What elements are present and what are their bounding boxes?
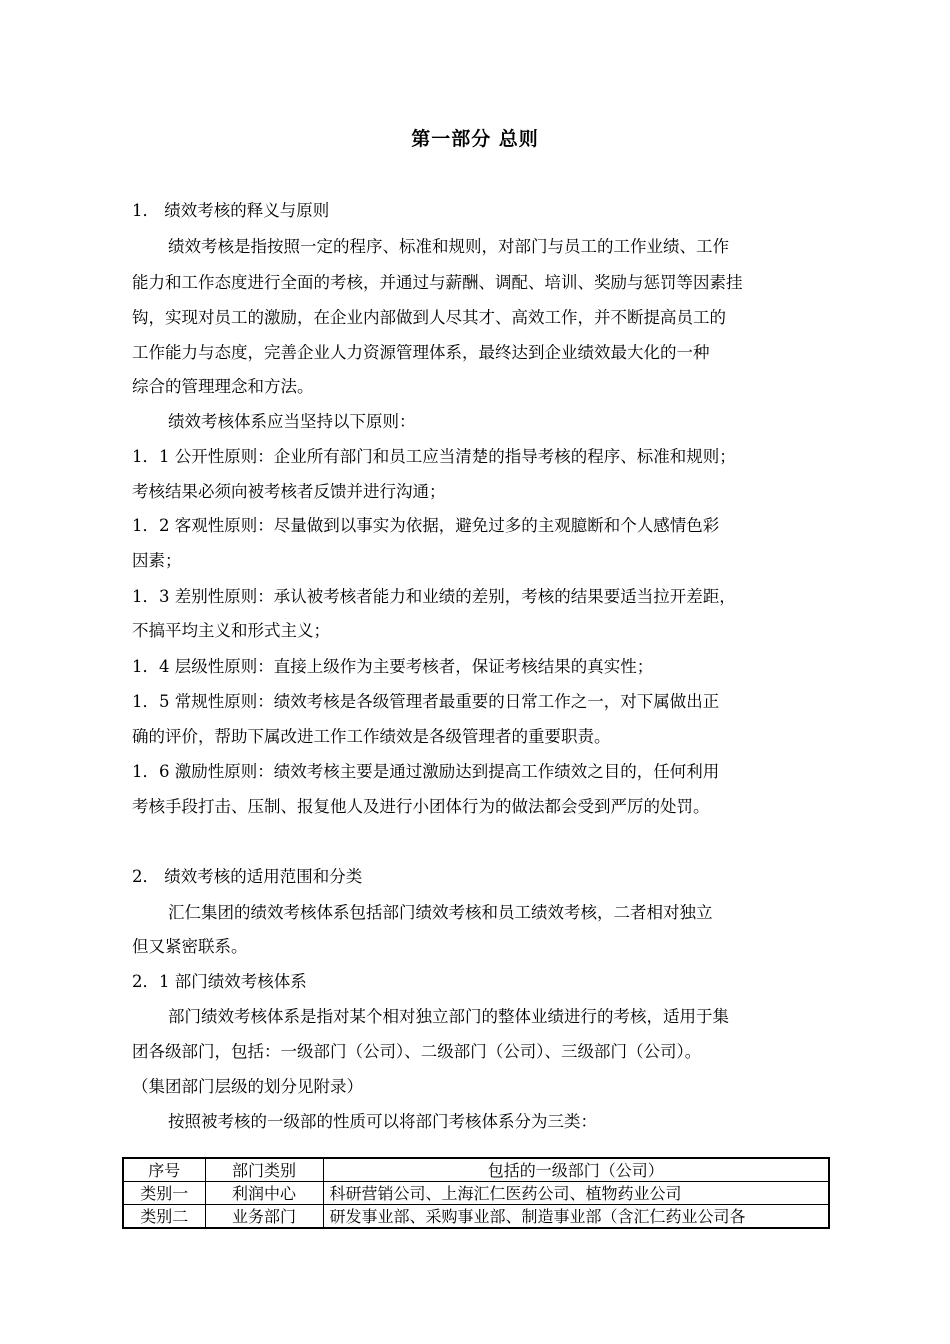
- paragraph-line: 能力和工作态度进行全面的考核，并通过与薪酬、调配、培训、奖励与惩罚等因素挂: [132, 273, 743, 292]
- paragraph-line: 但又紧密联系。: [132, 937, 248, 956]
- department-category-table: [122, 1157, 830, 1229]
- principle-line: 1．6 激励性原则：绩效考核主要是通过激励达到提高工作绩效之目的，任何利用: [132, 762, 720, 781]
- subsection-heading: 2．1 部门绩效考核体系: [132, 972, 307, 991]
- principle-line: 1．2 客观性原则：尽量做到以事实为依据，避免过多的主观臆断和个人感情色彩: [132, 516, 720, 535]
- table-row: [123, 1182, 829, 1205]
- table-cell: 利润中心: [205, 1182, 323, 1205]
- table-cell: 类别一: [123, 1182, 205, 1205]
- paragraph-line: 绩效考核体系应当坚持以下原则：: [168, 412, 416, 431]
- principle-line: 不搞平均主义和形式主义；: [132, 621, 330, 640]
- paragraph-line: 综合的管理理念和方法。: [132, 377, 314, 396]
- column-header: 部门类别: [205, 1158, 323, 1182]
- paragraph-line: 团各级部门，包括：一级部门（公司）、二级部门（公司）、三级部门（公司）。: [132, 1042, 702, 1061]
- principle-line: 因素；: [132, 551, 182, 570]
- column-header: 序号: [123, 1158, 205, 1182]
- principle-line: 1．1 公开性原则：企业所有部门和员工应当清楚的指导考核的程序、标准和规则；: [132, 447, 736, 466]
- table-row: [123, 1205, 829, 1229]
- principle-line: 考核手段打击、压制、报复他人及进行小团体行为的做法都会受到严厉的处罚。: [132, 797, 710, 816]
- paragraph-line: 汇仁集团的绩效考核体系包括部门绩效考核和员工绩效考核，二者相对独立: [168, 903, 713, 922]
- table-cell: 类别二: [123, 1205, 205, 1229]
- paragraph-line: （集团部门层级的划分见附录）: [132, 1077, 363, 1096]
- table-cell: 科研营销公司、上海汇仁医药公司、植物药业公司: [323, 1182, 829, 1205]
- principle-line: 1．5 常规性原则：绩效考核是各级管理者最重要的日常工作之一，对下属做出正: [132, 692, 720, 711]
- paragraph-line: 按照被考核的一级部的性质可以将部门考核体系分为三类：: [168, 1112, 597, 1131]
- paragraph-line: 部门绩效考核体系是指对某个相对独立部门的整体业绩进行的考核，适用于集: [168, 1007, 729, 1026]
- table-cell: 研发事业部、采购事业部、制造事业部（含汇仁药业公司各: [323, 1205, 829, 1229]
- principle-line: 1．3 差别性原则：承认被考核者能力和业绩的差别，考核的结果要适当拉开差距，: [132, 587, 736, 606]
- principle-line: 确的评价，帮助下属改进工作工作绩效是各级管理者的重要职责。: [132, 727, 611, 746]
- section-1-heading: 1． 绩效考核的释义与原则: [132, 201, 330, 220]
- paragraph-line: 钩，实现对员工的激励，在企业内部做到人尽其才、高效工作，并不断提高员工的: [132, 308, 726, 327]
- principle-line: 考核结果必须向被考核者反馈并进行沟通；: [132, 482, 446, 501]
- table-header-row: [123, 1158, 829, 1182]
- column-header: 包括的一级部门（公司）: [323, 1158, 829, 1182]
- section-2-heading: 2． 绩效考核的适用范围和分类: [132, 867, 363, 886]
- table-cell: 业务部门: [205, 1205, 323, 1229]
- paragraph-line: 工作能力与态度，完善企业人力资源管理体系，最终达到企业绩效最大化的一种: [132, 343, 710, 362]
- paragraph-line: 绩效考核是指按照一定的程序、标准和规则，对部门与员工的工作业绩、工作: [168, 237, 729, 256]
- page-title: 第一部分 总则: [411, 128, 539, 150]
- principle-line: 1．4 层级性原则：直接上级作为主要考核者，保证考核结果的真实性；: [132, 657, 654, 676]
